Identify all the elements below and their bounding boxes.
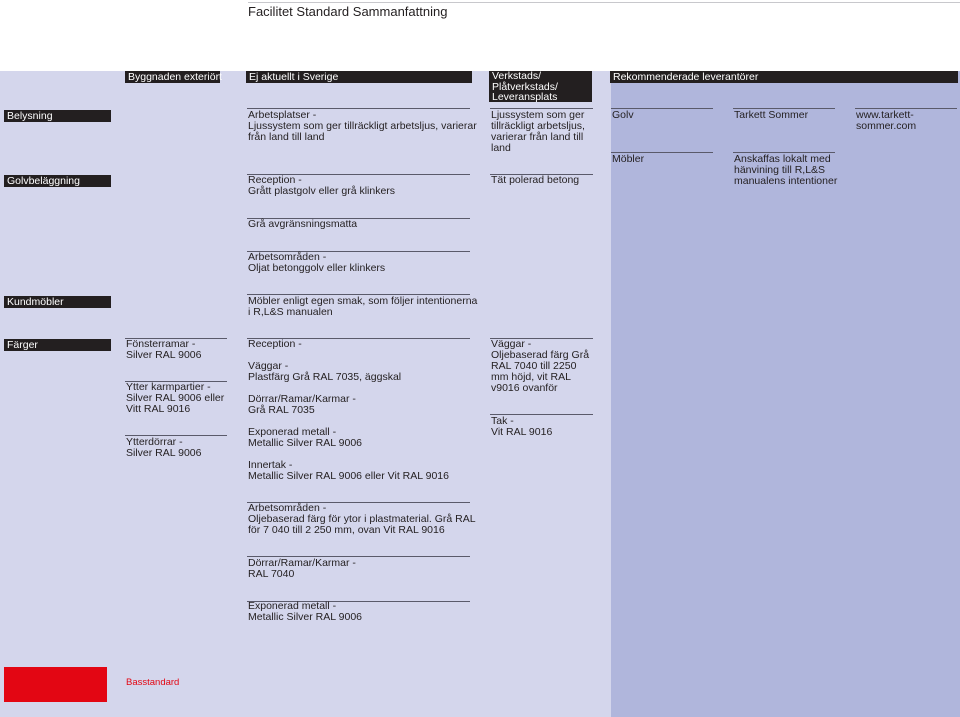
farger-exposed-text: Metallic Silver RAL 9006 (248, 437, 362, 449)
farger-doors2 (248, 558, 356, 580)
golv-reception-title: Reception - (248, 174, 302, 186)
legend-label: Basstandard (126, 677, 180, 688)
header-workshop-line: Leveransplats (492, 91, 558, 103)
farger-ws-ceiling-title: Tak - (491, 415, 514, 427)
belysning-work-line: från land till land (248, 131, 325, 143)
belysning-workshop-line: Ljussystem som ger (491, 109, 585, 121)
header-workshop (489, 71, 592, 102)
golv-areas (248, 252, 385, 274)
farger-frames (126, 382, 224, 415)
header-not-current: Ej aktuellt i Sverige (246, 71, 472, 83)
farger-windows (126, 339, 201, 361)
belysning-work (248, 110, 477, 143)
farger-exposed2-title: Exponerad metall - (248, 600, 337, 612)
kundmobler-text (248, 296, 477, 318)
farger-windows-line: Silver RAL 9006 (126, 349, 202, 361)
golv-workshop: Tät polerad betong (491, 174, 580, 186)
belysning-work-line: Ljussystem som ger tillräckligt arbetsljus, varierar (248, 120, 477, 132)
header-suppliers: Rekommenderade leverantörer (610, 71, 958, 83)
row-label-golvbelaggning: Golvbeläggning (4, 175, 111, 187)
belysning-workshop-line: varierar från land till (491, 131, 584, 143)
farger-doors-ext-line: Silver RAL 9006 (126, 447, 202, 459)
golv-mat: Grå avgränsningsmatta (248, 218, 358, 230)
legend-swatch (4, 667, 107, 702)
kundmobler-line: i R,L&S manualen (248, 306, 333, 318)
header-exterior: Byggnaden exteriört (125, 71, 220, 83)
golv-reception-text: Grått plastgolv eller grå klinkers (248, 185, 396, 197)
golv-areas-title: Arbetsområden - (248, 251, 327, 263)
farger-ws-walls (491, 339, 589, 394)
farger-ceiling-title: Innertak - (248, 459, 293, 471)
row-label-belysning: Belysning (4, 110, 111, 122)
farger-doors2-text: RAL 7040 (248, 568, 295, 580)
farger-exposed-title: Exponerad metall - (248, 426, 337, 438)
farger-exposed2 (248, 601, 362, 623)
farger-ws-walls-line: v9016 ovanför (491, 382, 558, 394)
farger-walls-text: Plastfärg Grå RAL 7035, äggskal (248, 371, 402, 383)
farger-frames-title: Ytter karmpartier - (126, 381, 211, 393)
farger-ws-walls-line: mm höjd, vit RAL (491, 371, 571, 383)
farger-windows-title: Fönsterramar - (126, 338, 196, 350)
farger-ws-walls-title: Väggar - (491, 338, 532, 350)
farger-ceiling-text: Metallic Silver RAL 9006 eller Vit RAL 9016 (248, 470, 449, 482)
farger-frames-line: Silver RAL 9006 eller (126, 392, 225, 404)
belysning-work-title: Arbetsplatser - (248, 109, 317, 121)
supplier-floor-url-line: sommer.com (856, 120, 917, 132)
golv-reception (248, 175, 395, 197)
farger-reception-title: Reception - (248, 338, 302, 350)
farger-areas-title: Arbetsområden - (248, 502, 327, 514)
farger-frames-line: Vitt RAL 9016 (126, 403, 191, 415)
farger-areas-line: Oljebaserad färg för ytor i plastmaterial. Grå RAL (248, 513, 476, 525)
golv-areas-text: Oljat betonggolv eller klinkers (248, 262, 386, 274)
row-label-farger: Färger (4, 339, 111, 351)
farger-doors-title: Dörrar/Ramar/Karmar - (248, 393, 356, 405)
farger-doors-ext (126, 437, 201, 459)
belysning-workshop-line: land (491, 142, 511, 154)
farger-exposed2-text: Metallic Silver RAL 9006 (248, 611, 362, 623)
supplier-floor-name: Tarkett Sommer (734, 109, 809, 121)
supplier-furniture-text (734, 154, 837, 187)
row-label-kundmobler: Kundmöbler (4, 296, 111, 308)
farger-ws-ceiling-text: Vit RAL 9016 (491, 426, 553, 438)
supplier-furniture-label: Möbler (612, 153, 645, 165)
title-rule (248, 2, 960, 3)
supplier-floor-url[interactable] (856, 110, 916, 132)
farger-reception (248, 339, 449, 482)
supplier-furniture-line: hänvining till R,L&S (734, 164, 826, 176)
farger-walls-title: Väggar - (248, 360, 289, 372)
farger-doors-text: Grå RAL 7035 (248, 404, 315, 416)
supplier-floor-label: Golv (612, 109, 634, 121)
farger-areas (248, 503, 476, 536)
farger-doors-ext-title: Ytterdörrar - (126, 436, 183, 448)
page-title: Facilitet Standard Sammanfattning (248, 4, 448, 19)
kundmobler-line: Möbler enligt egen smak, som följer intentionerna (248, 295, 478, 307)
belysning-workshop (491, 110, 585, 154)
farger-ws-walls-line: Oljebaserad färg Grå (491, 349, 590, 361)
header-workshop-line: Verkstads/ (492, 70, 542, 82)
header-workshop-line: Plåtverkstads/ (492, 80, 558, 93)
farger-ws-ceiling (491, 416, 552, 438)
supplier-furniture-line: Anskaffas lokalt med (734, 153, 831, 165)
supplier-floor-url-line: www.tarkett- (856, 109, 914, 121)
farger-doors2-title: Dörrar/Ramar/Karmar - (248, 557, 356, 569)
farger-areas-line: för 7 040 till 2 250 mm, ovan Vit RAL 9016 (248, 524, 445, 536)
farger-ws-walls-line: RAL 7040 till 2250 (491, 360, 577, 372)
supplier-furniture-line: manualens intentioner (734, 175, 838, 187)
belysning-workshop-line: tillräckligt arbetsljus, (491, 120, 585, 132)
